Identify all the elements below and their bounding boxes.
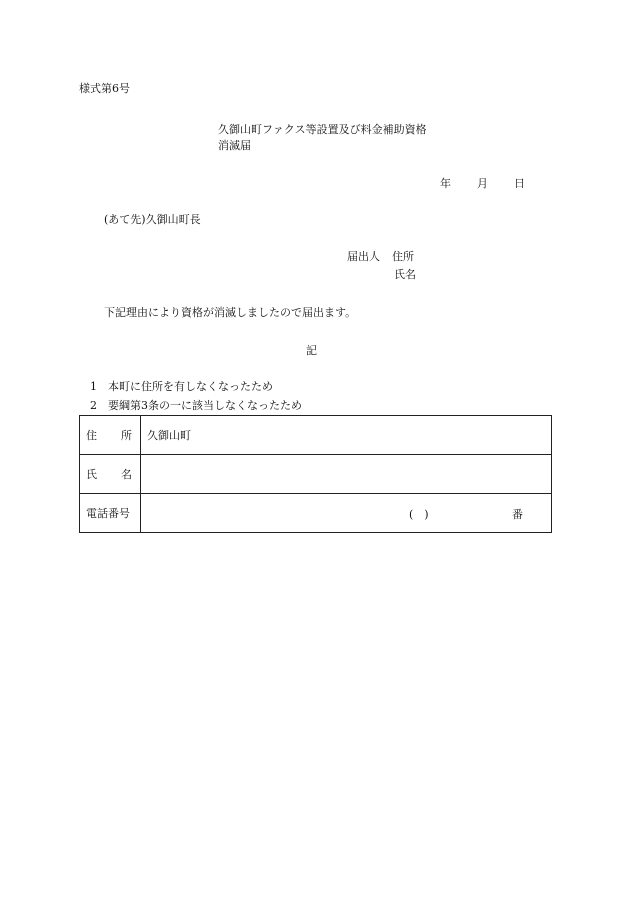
info-table — [79, 415, 552, 533]
table-row — [80, 416, 552, 455]
reason-item — [90, 380, 273, 394]
phone-parens: ( ) — [409, 508, 429, 521]
date-month-label: 月 — [477, 177, 488, 190]
addressee: (あて先)久御山町長 — [104, 213, 201, 226]
reason-item — [90, 399, 302, 413]
phone-label-cell: 電話番号 — [80, 494, 141, 533]
notifier-name-label: 氏名 — [394, 268, 416, 281]
reason-text: 本町に住所を有しなくなったため — [108, 380, 273, 393]
phone-suffix: 番 — [512, 508, 523, 521]
name-label-char: 名 — [121, 468, 132, 481]
reason-number: 2 — [90, 399, 97, 412]
body-text: 下記理由により資格が消滅しましたので届出ます。 — [104, 306, 357, 319]
address-label-char: 所 — [121, 429, 132, 442]
notifier-address-label: 住所 — [392, 250, 414, 263]
table-row — [80, 494, 552, 533]
document-title: 久御山町ファクス等設置及び料金補助資格消滅届 — [218, 123, 427, 152]
phone-value-cell[interactable] — [141, 494, 552, 533]
notifier-label: 届出人 — [347, 250, 380, 263]
table-row — [80, 455, 552, 494]
address-label-char: 住 — [86, 429, 97, 442]
name-label-char: 氏 — [86, 468, 97, 481]
notifier-line — [347, 250, 414, 264]
ki-heading: 記 — [306, 344, 317, 357]
reason-number: 1 — [90, 380, 97, 393]
address-label-cell — [80, 416, 141, 455]
date-year-label: 年 — [440, 177, 451, 190]
form-number: 様式第6号 — [79, 82, 130, 95]
reason-text: 要綱第3条の一に該当しなくなったため — [108, 399, 302, 412]
date-day-label: 日 — [514, 177, 525, 190]
name-label-cell — [80, 455, 141, 494]
address-value-cell[interactable]: 久御山町 — [141, 416, 552, 455]
date-line — [440, 177, 525, 191]
name-value-cell[interactable] — [141, 455, 552, 494]
